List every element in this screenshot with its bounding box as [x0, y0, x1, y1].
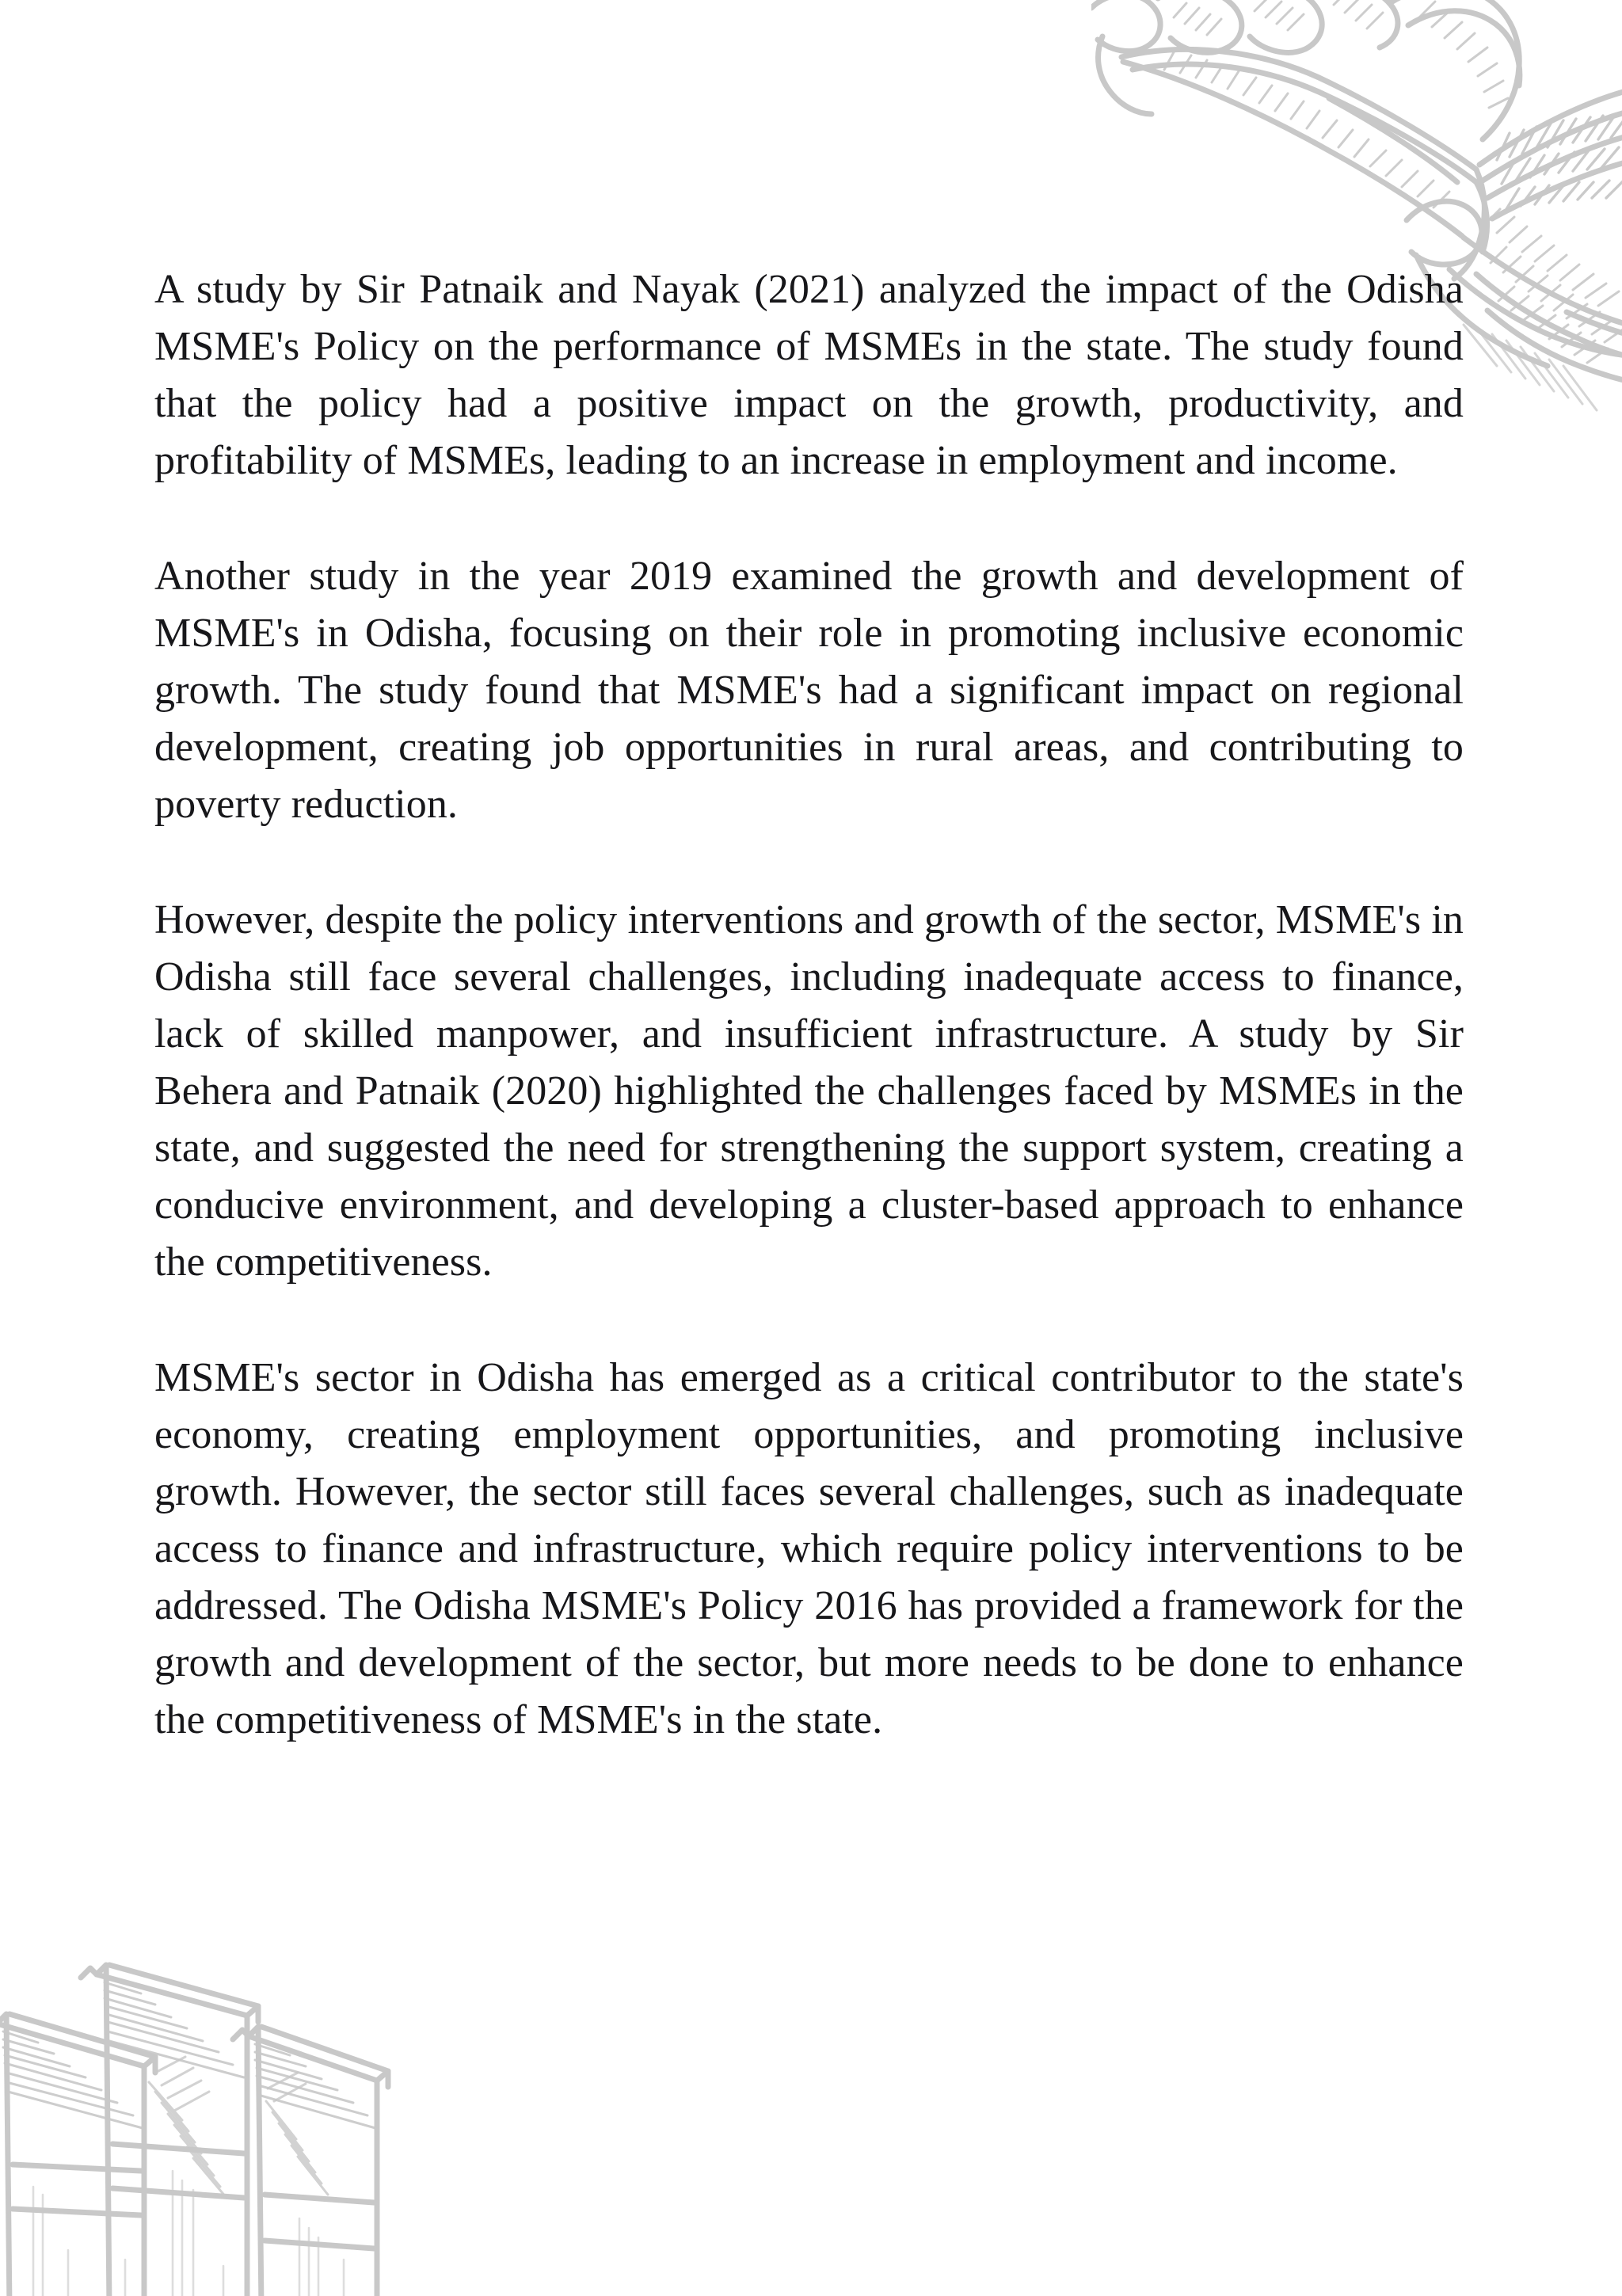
paragraph-3: However, despite the policy interventions and growth of the sector, MSME's in Odisha still face several challenges, including inadequate access to finance, lack of skilled manpower, and insufficient infrastructure. A study by Sir Behera and Patnaik (2020) highlighted the challenges faced by MSMEs in the state, and suggested the need for strengthening the support system, creating a conducive environment, and developing a cluster-based approach to enhance the competitiveness. [154, 897, 1464, 1285]
article-body [154, 261, 1464, 1749]
paragraph-1: A study by Sir Patnaik and Nayak (2021) analyzed the impact of the Odisha MSME's Policy on the performance of MSMEs in the state. The study found that the policy had a positive impact on the growth, productivity, and profitability of MSMEs, leading to an increase in employment and income. [154, 267, 1464, 483]
standing-books-icon [0, 1933, 461, 2296]
paragraph-2: Another study in the year 2019 examined the growth and development of MSME's in Odisha, focusing on their role in promoting inclusive economic growth. The study found that MSME's had a significant impact on regional development, creating job opportunities in rural areas, and contributing to poverty reduction. [154, 554, 1464, 827]
paragraph-4: MSME's sector in Odisha has emerged as a critical contributor to the state's economy, creating employment opportunities, and promoting inclusive growth. However, the sector still faces several challenges, such as inadequate access to finance and infrastructure, which require policy interventions to be addressed. The Odisha MSME's Policy 2016 has provided a framework for the growth and development of the sector, but more needs to be done to enhance the competitiveness of MSME's in the state. [154, 1355, 1464, 1742]
